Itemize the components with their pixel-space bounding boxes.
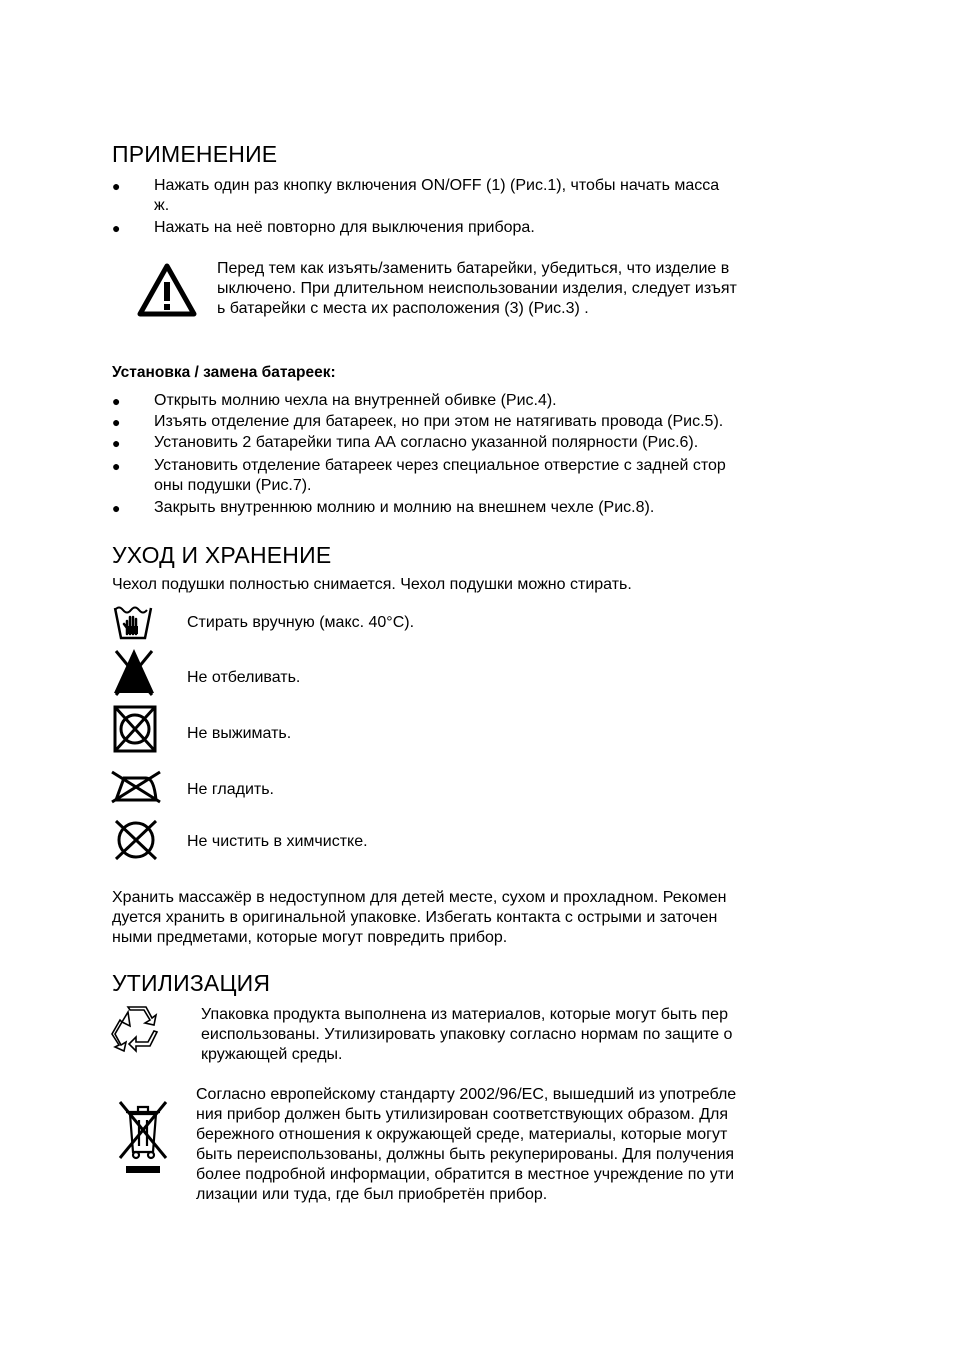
usage-bullet-text: Нажать один раз кнопку включения ON/OFF (1) (Рис.1), чтобы начать масса ж. xyxy=(154,177,720,214)
bullet-icon: ● xyxy=(112,414,121,430)
recycle-icon xyxy=(110,1004,164,1054)
storage-text: Хранить массажёр в недоступном для детей месте, сухом и прохладном. Рекомен дуется хранить в оригинальной упаковке. Избегать контакта с острыми и заточен ными предметами, которые могут повредить прибор. xyxy=(112,889,727,946)
care-label: Не гладить. xyxy=(187,781,274,798)
battery-bullet-text: Установить 2 батарейки типа АА согласно указанной полярности (Рис.6). xyxy=(154,434,699,451)
bullet-icon: ● xyxy=(112,500,121,516)
care-intro: Чехол подушки полностью снимается. Чехол подушки можно стирать. xyxy=(112,576,632,593)
weee-disposal-text: Согласно европейскому стандарту 2002/96/EC, вышедший из употребле ния прибор должен быть утилизирован соответствующих образом. Для бережного отношения к окружающей среде, материалы, которые могут быть переиспользованы, должны быть рекуперированы. Для получения более подробной информации, обратится в местное учреждение по ути лизации или туда, где был приобретён прибор. xyxy=(196,1086,737,1203)
warning-icon xyxy=(136,262,198,318)
battery-warning-text: Перед тем как изъять/заменить батарейки, убедиться, что изделие в ыключено. При длительном неиспользовании изделия, следует изъят ь батарейки с места их расположения (3) (Рис.3) . xyxy=(217,260,737,317)
battery-bullet-text: Установить отделение батареек через специальное отверстие с задней стор оны подушки (Рис.7). xyxy=(154,457,726,494)
usage-bullet-text: Нажать на неё повторно для выключения прибора. xyxy=(154,219,535,236)
battery-bullet-text: Изъять отделение для батареек, но при этом не натягивать провода (Рис.5). xyxy=(154,413,724,430)
hand-wash-icon xyxy=(112,604,154,642)
disposal-heading: УТИЛИЗАЦИЯ xyxy=(112,970,271,996)
no-bleach-icon xyxy=(112,647,156,697)
care-label: Стирать вручную (макс. 40°C). xyxy=(187,614,415,631)
care-label: Не отбеливать. xyxy=(187,669,301,686)
no-iron-icon xyxy=(110,766,162,806)
no-tumble-dry-icon xyxy=(112,704,158,754)
bullet-icon: ● xyxy=(112,435,121,451)
bullet-icon: ● xyxy=(112,393,121,409)
no-dry-clean-icon xyxy=(112,818,160,862)
battery-bullet-text: Открыть молнию чехла на внутренней обивке (Рис.4). xyxy=(154,392,557,409)
care-label: Не выжимать. xyxy=(187,725,292,742)
bullet-icon: ● xyxy=(112,458,121,474)
battery-subheading: Установка / замена батареек: xyxy=(112,364,336,381)
bullet-icon: ● xyxy=(112,220,121,236)
usage-heading: ПРИМЕНЕНИЕ xyxy=(112,141,278,167)
care-heading: УХОД И ХРАНЕНИЕ xyxy=(112,542,332,568)
packaging-recycling-text: Упаковка продукта выполнена из материалов, которые могут быть пер еиспользованы. Утилизировать упаковку согласно нормам по защите о кружающей среды. xyxy=(201,1006,733,1063)
weee-bin-icon xyxy=(114,1098,172,1176)
battery-bullet-text: Закрыть внутреннюю молнию и молнию на внешнем чехле (Рис.8). xyxy=(154,499,655,516)
bullet-icon: ● xyxy=(112,178,121,194)
care-label: Не чистить в химчистке. xyxy=(187,833,368,850)
